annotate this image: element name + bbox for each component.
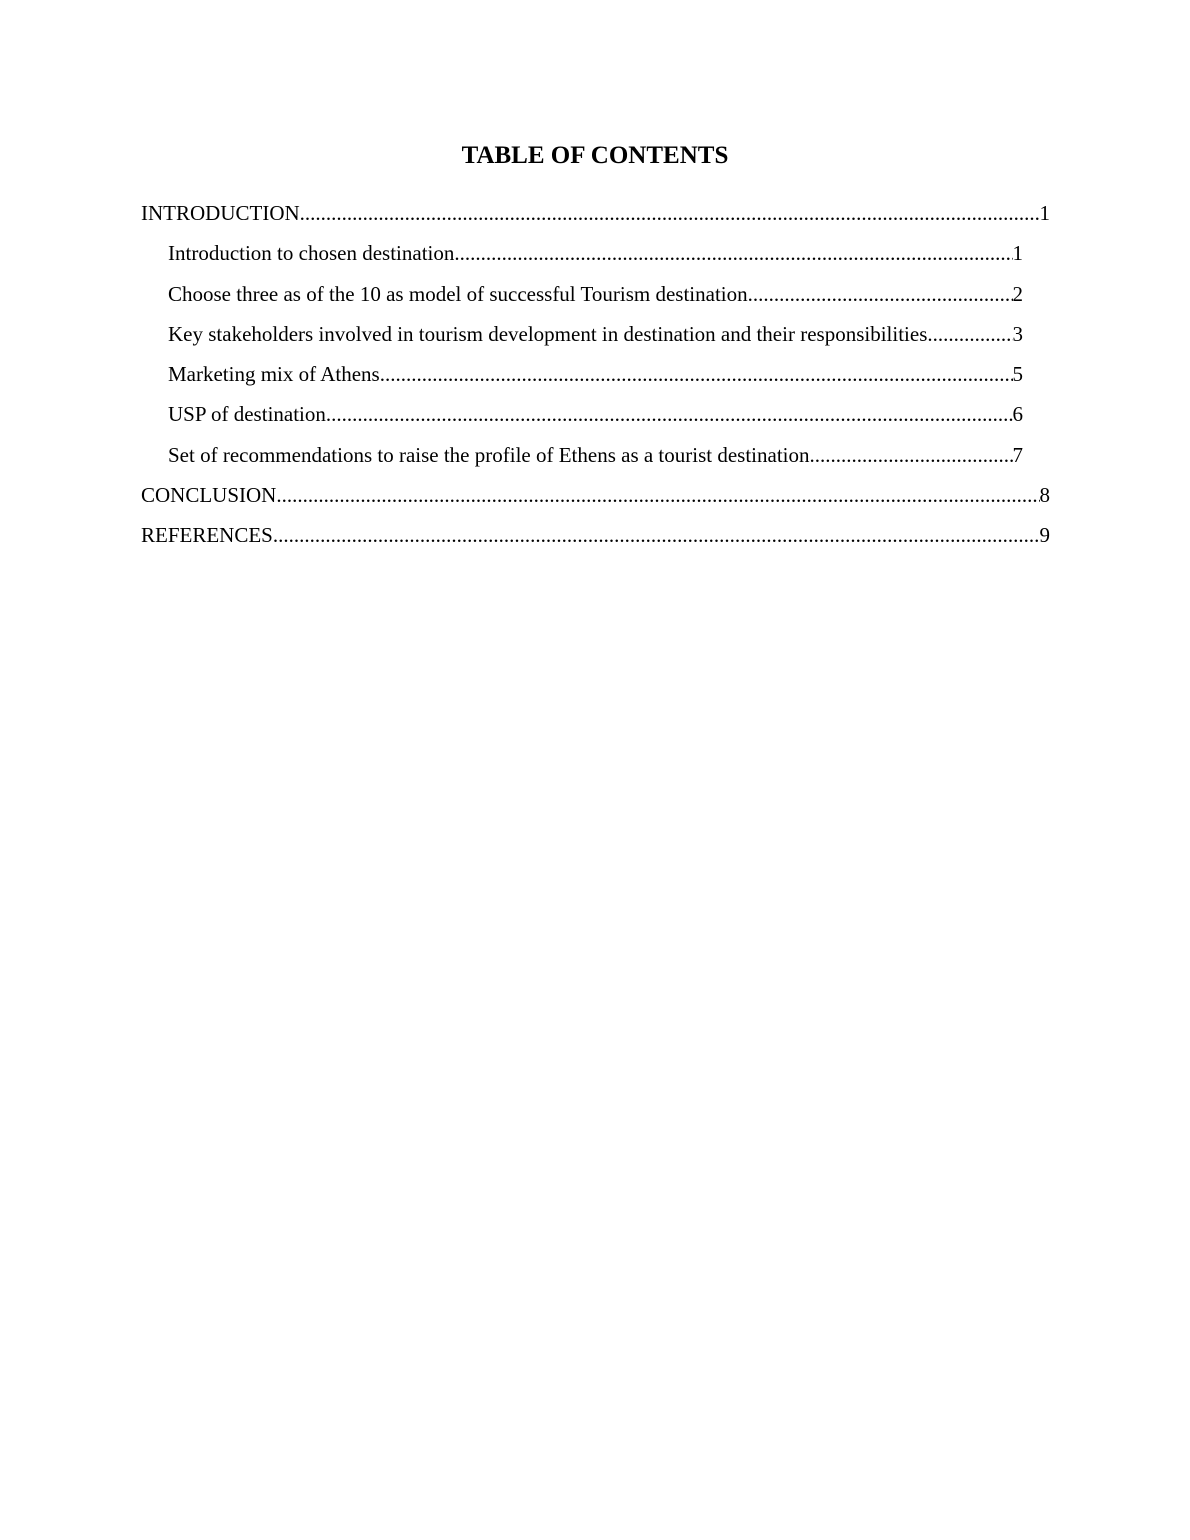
toc-page-number: 2 bbox=[1012, 282, 1023, 306]
toc-page-number: 3 bbox=[1012, 322, 1023, 346]
toc-entry-text: USP of destination bbox=[168, 402, 326, 426]
toc-dot-leader bbox=[380, 361, 1013, 387]
toc-page-number: 8 bbox=[1039, 483, 1050, 507]
toc-entry-conclusion[interactable] bbox=[141, 482, 1050, 508]
toc-dot-leader bbox=[300, 200, 1040, 226]
toc-entry-text: Key stakeholders involved in tourism development in destination and their responsibilities bbox=[168, 322, 928, 346]
toc-dot-leader bbox=[326, 401, 1013, 427]
toc-page-number: 5 bbox=[1012, 362, 1023, 386]
toc-dot-leader bbox=[748, 281, 1013, 307]
toc-entry-text: INTRODUCTION bbox=[141, 201, 300, 225]
toc-dot-leader bbox=[454, 240, 1012, 266]
toc-dot-leader bbox=[927, 321, 1012, 347]
toc-title: TABLE OF CONTENTS bbox=[461, 142, 729, 169]
toc-dot-leader bbox=[810, 442, 1013, 468]
toc-entry-references[interactable] bbox=[141, 522, 1050, 548]
toc-entry-key-stakeholders[interactable] bbox=[168, 321, 1023, 347]
toc-entry-text: Set of recommendations to raise the profile of Ethens as a tourist destination bbox=[168, 443, 810, 467]
toc-entry-marketing-mix[interactable] bbox=[168, 361, 1023, 387]
toc-page-number: 6 bbox=[1012, 402, 1023, 426]
toc-entry-recommendations[interactable] bbox=[168, 442, 1023, 468]
toc-entry-text: Introduction to chosen destination bbox=[168, 241, 455, 265]
toc-entry-successful-destinations[interactable] bbox=[168, 281, 1023, 307]
toc-page-number: 7 bbox=[1012, 443, 1023, 467]
toc-entry-introduction[interactable] bbox=[141, 200, 1050, 226]
toc-entry-introduction-to-destination[interactable] bbox=[168, 240, 1023, 266]
toc-entry-usp[interactable] bbox=[168, 401, 1023, 427]
toc-dot-leader bbox=[273, 522, 1040, 548]
toc-entry-text: Choose three as of the 10 as model of successful Tourism destination bbox=[168, 282, 748, 306]
toc-page-number: 1 bbox=[1039, 201, 1050, 225]
toc-page-number: 1 bbox=[1012, 241, 1023, 265]
toc-entry-text: Marketing mix of Athens bbox=[168, 362, 380, 386]
toc-entry-text: CONCLUSION bbox=[141, 483, 277, 507]
toc-entry-text: REFERENCES bbox=[141, 523, 273, 547]
toc-dot-leader bbox=[276, 482, 1039, 508]
toc-page-number: 9 bbox=[1039, 523, 1050, 547]
